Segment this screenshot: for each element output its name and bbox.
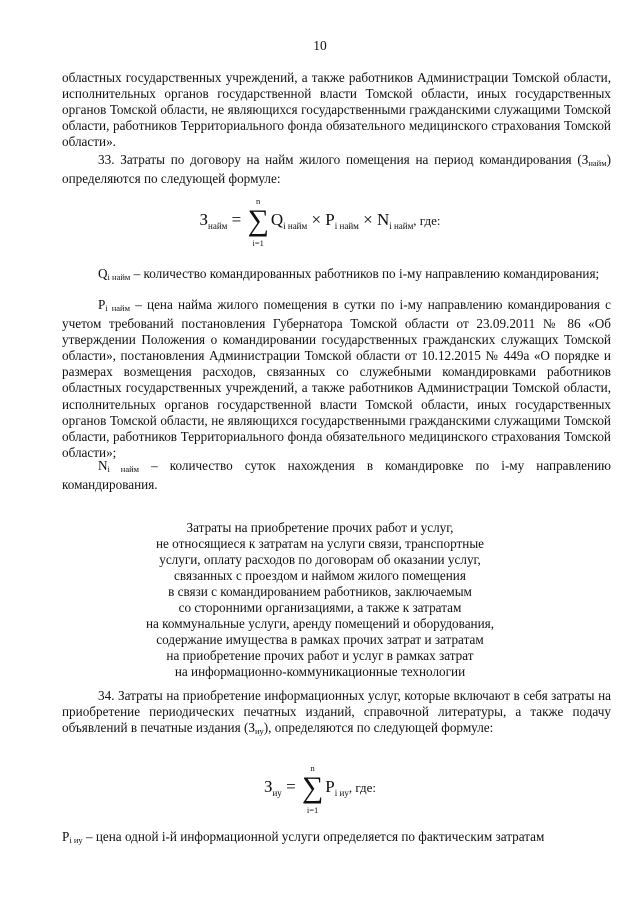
paragraph-34 xyxy=(62,688,611,739)
paragraph-text: областных государственных учреждений, а также работников Администрации Томской области, исполнительных органов государственной власти Томской области, иных государственных органов Томской области, не являющихся государственными гражданскими служащими Томской области, работников Территориального фонда обязательного медицинского страхования Томской области». xyxy=(62,70,611,150)
formula-lhs: З xyxy=(199,210,209,229)
formula-rent xyxy=(0,196,640,248)
sum-symbol: ∑ n i=1 xyxy=(301,763,324,815)
formula-info-services xyxy=(0,763,640,815)
paragraph-text: 33. Затраты по договору на найм жилого помещения на период командирования (З xyxy=(98,152,589,167)
definition-symbol-sub: i иу xyxy=(69,835,83,845)
heading-line: на приобретение прочих работ и услуг в рамках затрат xyxy=(166,648,474,663)
formula-term-q: Q xyxy=(270,210,284,229)
section-heading xyxy=(0,520,640,680)
formula-tail: , где: xyxy=(413,213,441,228)
formula-term-p-sub: i найм xyxy=(334,221,359,231)
definition-symbol: N xyxy=(98,458,108,473)
sum-symbol: ∑ n i=1 xyxy=(247,196,269,248)
formula-term-q-sub: i найм xyxy=(283,221,308,231)
definition-q xyxy=(62,266,611,285)
paragraph-text-end: ), определяются по следующей формуле: xyxy=(263,720,494,736)
paragraph-continuation xyxy=(62,70,611,150)
definition-n xyxy=(62,458,611,493)
definition-symbol: Q xyxy=(98,266,108,281)
definition-symbol: P xyxy=(98,297,106,312)
heading-line: услуги, оплату расходов по договорам об оказании услуг, xyxy=(159,552,481,567)
heading-line: связанных с проездом и наймом жилого помещения xyxy=(174,568,466,583)
heading-line: содержание имущества в рамках прочих затрат и затратам xyxy=(156,632,484,647)
sum-upper-limit: n xyxy=(310,763,315,773)
paragraph-33 xyxy=(62,152,611,187)
formula-lhs-sub: найм xyxy=(208,221,228,231)
definition-text: – количество суток нахождения в командировке по i-му направлению командирования. xyxy=(62,458,611,493)
formula-term-n-sub: i найм xyxy=(389,221,414,231)
definition-symbol-sub: i найм xyxy=(105,303,130,313)
heading-line: в связи с командированием работников, заключаемым xyxy=(168,584,472,599)
heading-line: на коммунальные услуги, аренду помещений и оборудования, xyxy=(145,616,495,631)
page-number: 10 xyxy=(313,38,327,53)
formula-lhs-sub: иу xyxy=(272,788,282,798)
formula-term-p: P xyxy=(325,777,335,796)
heading-line: не относящиеся к затратам на услуги связи, транспортные xyxy=(155,536,485,551)
formula-equals: = xyxy=(231,210,242,229)
heading-line: на информационно-коммуникационные технологии xyxy=(174,664,466,679)
heading-line: Затраты на приобретение прочих работ и услуг, xyxy=(186,520,454,535)
formula-tail: , где: xyxy=(348,780,377,795)
definition-symbol-sub: i найм xyxy=(107,272,131,282)
formula-lhs: З xyxy=(263,777,273,796)
formula-equals: = xyxy=(286,777,296,796)
subscript: иу xyxy=(254,726,264,737)
definition-symbol-sub: i найм xyxy=(107,464,140,474)
definition-symbol: P xyxy=(62,829,70,844)
heading-line: со сторонними организациями, а также к затратам xyxy=(178,600,462,615)
sum-lower-limit: i=1 xyxy=(306,805,319,815)
formula-times: × xyxy=(311,210,322,229)
formula-term-p: P xyxy=(325,210,335,229)
definition-p xyxy=(62,297,611,461)
sum-upper-limit: n xyxy=(256,196,261,206)
definition-text: – количество командированных работников по i-му направлению командирования; xyxy=(130,266,600,281)
paragraph-text-end: ) определяются по следующей формуле: xyxy=(62,152,611,187)
formula-term-p-sub: i иу xyxy=(334,788,349,798)
sum-lower-limit: i=1 xyxy=(252,238,264,248)
formula-times: × xyxy=(363,210,373,229)
definition-text: – цена найма жилого помещения в сутки по i-му направлению командирования с учетом требований постановления Губернатора Томской области от 23.09.2011 № 86 «Об утверждении Положения о командировании государственных гражданских служащих Томской области», постановления Администрации Томской области от 10.12.2015 № 449а «О порядке и размерах возмещения расходов, связанных со служебными командировками работников областных государственных учреждений, а также работников Администрации Томской области, исполнительных органов государственной власти Томской области, иных государственных органов Томской области, не являющихся государственными гражданскими служащими Томской области, работников Территориального фонда обязательного медицинского страхования Томской области»; xyxy=(62,297,611,460)
formula-term-n: N xyxy=(376,210,390,229)
subscript: найм xyxy=(588,158,607,168)
paragraph-text: 34. Затраты на приобретение информационных услуг, которые включают в себя затраты на приобретение периодических печатных изданий, справочной литературы, а также подачу объявлений в печатные издания (З xyxy=(62,688,611,736)
definition-text: – цена одной i-й информационной услуги определяется по фактическим затратам xyxy=(82,829,545,844)
definition-p-iu xyxy=(62,829,611,848)
